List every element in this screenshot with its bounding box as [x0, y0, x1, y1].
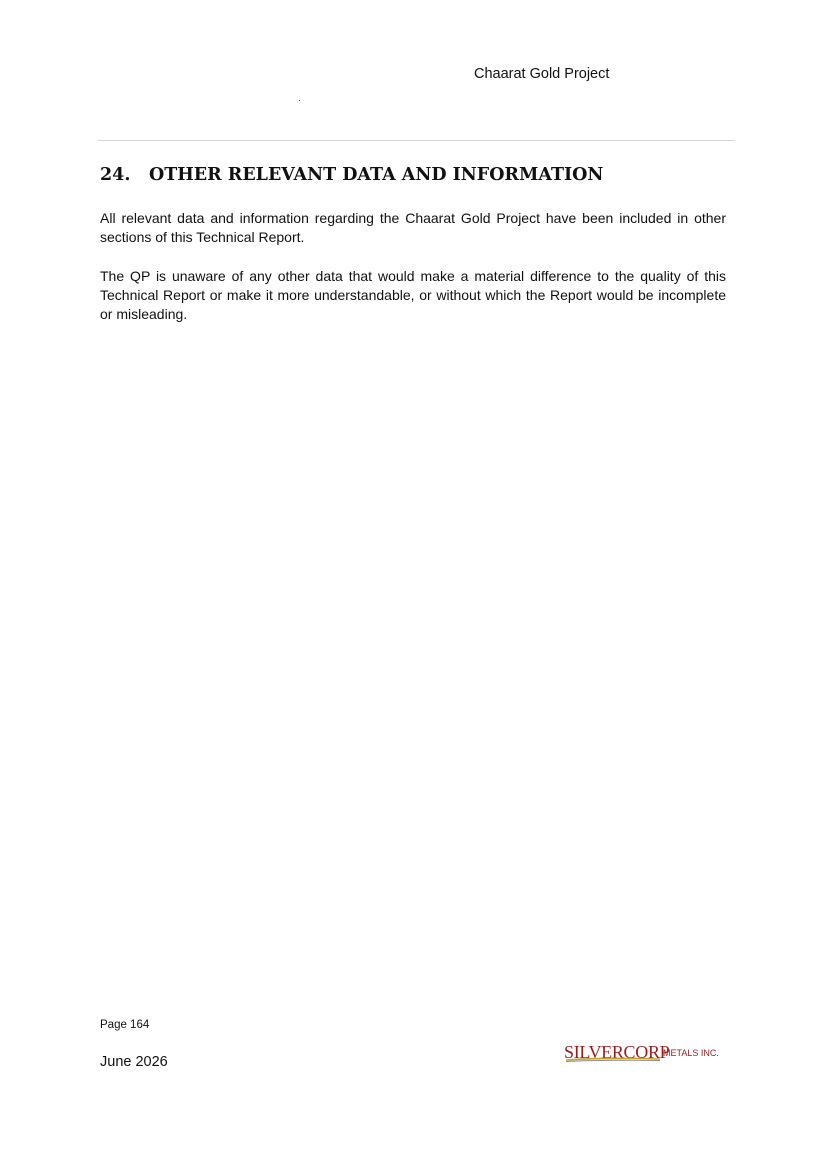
logo-wordmark: SILVERCORP — [564, 1042, 670, 1062]
footer-date: June 2026 — [100, 1054, 168, 1070]
logo-subtext: METALS INC. — [663, 1048, 719, 1058]
page-number: Page 164 — [100, 1019, 150, 1031]
running-header-title: Chaarat Gold Project — [474, 66, 610, 82]
header-mark — [299, 100, 300, 101]
body-paragraph: The QP is unaware of any other data that would make a material difference to the quality of this Technical Report or make it more understandable, or without which the Report would be incomplete or misleading. — [100, 268, 726, 322]
section-title: OTHER RELEVANT DATA AND INFORMATION — [149, 165, 604, 185]
logo-swoosh-icon — [564, 1057, 662, 1063]
section-heading — [100, 165, 603, 185]
body-paragraph: All relevant data and information regarding the Chaarat Gold Project have been included in other sections of this Technical Report. — [100, 210, 726, 245]
section-number: 24. — [100, 165, 131, 185]
header-divider — [98, 140, 735, 141]
company-logo — [564, 1040, 724, 1070]
